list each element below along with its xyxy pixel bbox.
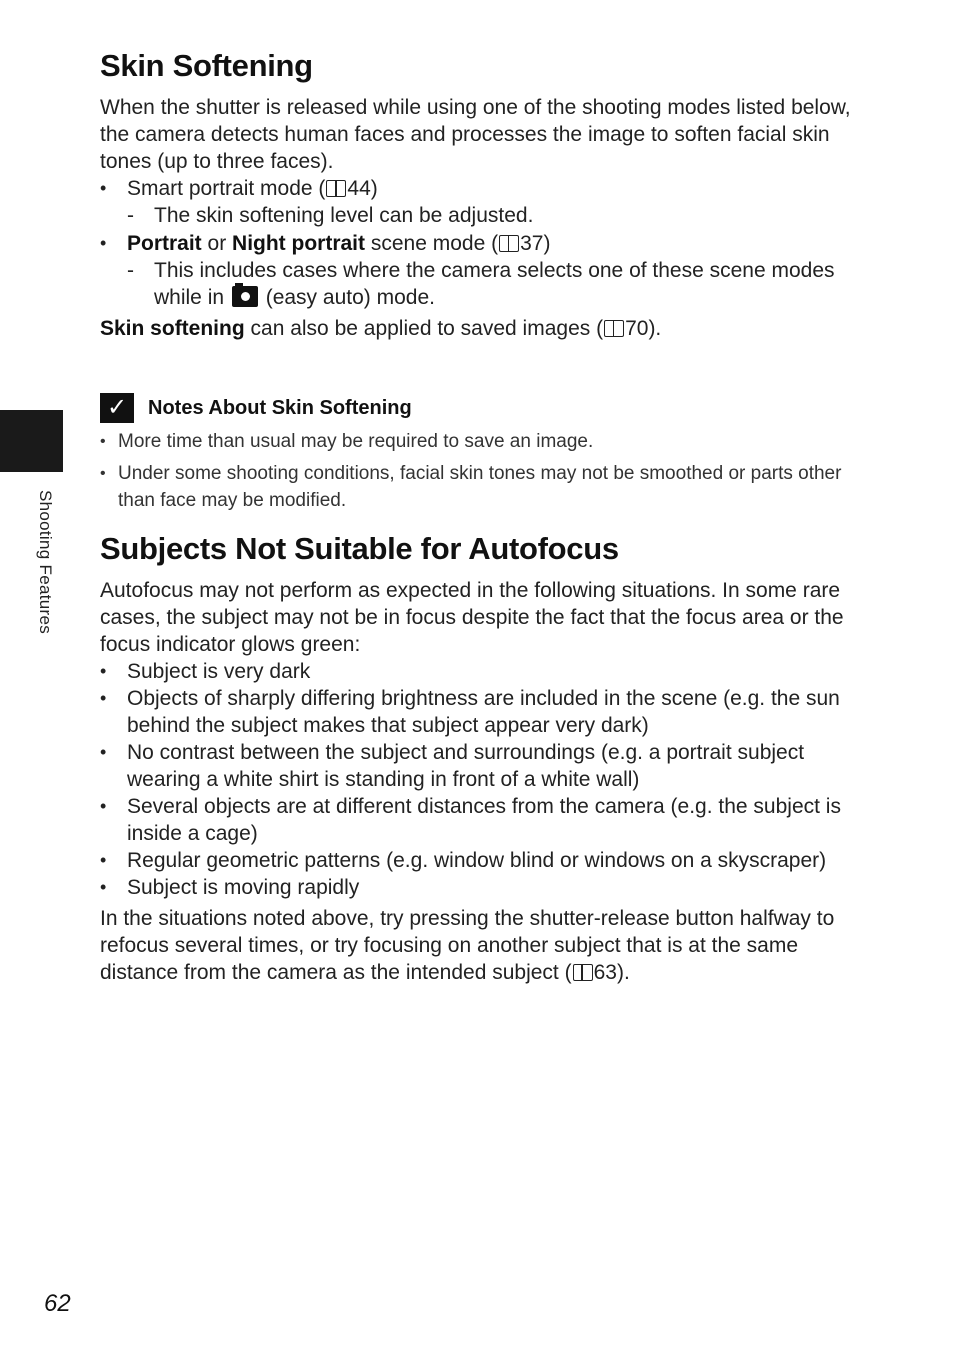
list-item: • Smart portrait mode ( 44) [100, 175, 860, 202]
skin-softening-body [100, 94, 860, 342]
easy-auto-camera-icon [232, 286, 258, 307]
notes-box [100, 388, 860, 514]
book-icon [573, 964, 593, 981]
skin-outro: Skin softening can also be applied to saved images ( 70). [100, 317, 662, 340]
page-ref-link[interactable]: 44 [347, 177, 371, 200]
list-item: • Subject is moving rapidly [100, 874, 860, 901]
page-ref-link[interactable]: 63 [593, 961, 617, 984]
page-ref-link[interactable]: 37 [520, 232, 544, 255]
list-item: • Subject is very dark [100, 658, 860, 685]
section-label: Shooting Features [36, 490, 55, 635]
list-item: • No contrast between the subject and surroundings (e.g. a portrait subject wearing a white shirt is standing in front of a white wall) [100, 739, 860, 793]
autofocus-title: Subjects Not Suitable for Autofocus [100, 531, 619, 566]
notes-header [100, 388, 860, 428]
book-icon [499, 235, 519, 252]
skin-intro: When the shutter is released while using one of the shooting modes listed below, the camera detects human faces and processes the image to soften facial skin tones (up to three faces). [100, 96, 851, 173]
skin-softening-title: Skin Softening [100, 48, 313, 83]
list-item: • Under some shooting conditions, facial skin tones may not be smoothed or parts other than face may be modified. [100, 460, 860, 514]
af-intro: Autofocus may not perform as expected in the following situations. In some rare cases, the subject may not be in focus despite the fact that the focus area or the focus indicator glows green: [100, 579, 844, 656]
list-item: • More time than usual may be required to save an image. [100, 428, 860, 455]
page-number: 62 [44, 1290, 71, 1317]
list-item: • Portrait or Night portrait scene mode ( 37) [100, 230, 860, 257]
list-item: • Objects of sharply differing brightness are included in the scene (e.g. the sun behind the subject makes that subject appear very dark) [100, 685, 860, 739]
book-icon [604, 320, 624, 337]
autofocus-body [100, 577, 860, 986]
page-ref-link[interactable]: 70 [625, 317, 649, 340]
list-item: • Regular geometric patterns (e.g. window blind or windows on a skyscraper) [100, 847, 860, 874]
book-icon [326, 180, 346, 197]
notes-title: Notes About Skin Softening [148, 396, 412, 419]
sub-list-item: - The skin softening level can be adjusted. [100, 202, 860, 229]
check-mark-icon: ✓ [100, 393, 134, 423]
af-outro: In the situations noted above, try pressing the shutter-release button halfway to refocus several times, or try focusing on another subject that is at the same distance from the camera as the intended subject ( 63). [100, 907, 835, 984]
list-item: • Several objects are at different distances from the camera (e.g. the subject is inside a cage) [100, 793, 860, 847]
section-tab [0, 410, 63, 472]
sub-list-item: - This includes cases where the camera selects one of these scene modes while in (easy auto) mode. [100, 257, 860, 311]
